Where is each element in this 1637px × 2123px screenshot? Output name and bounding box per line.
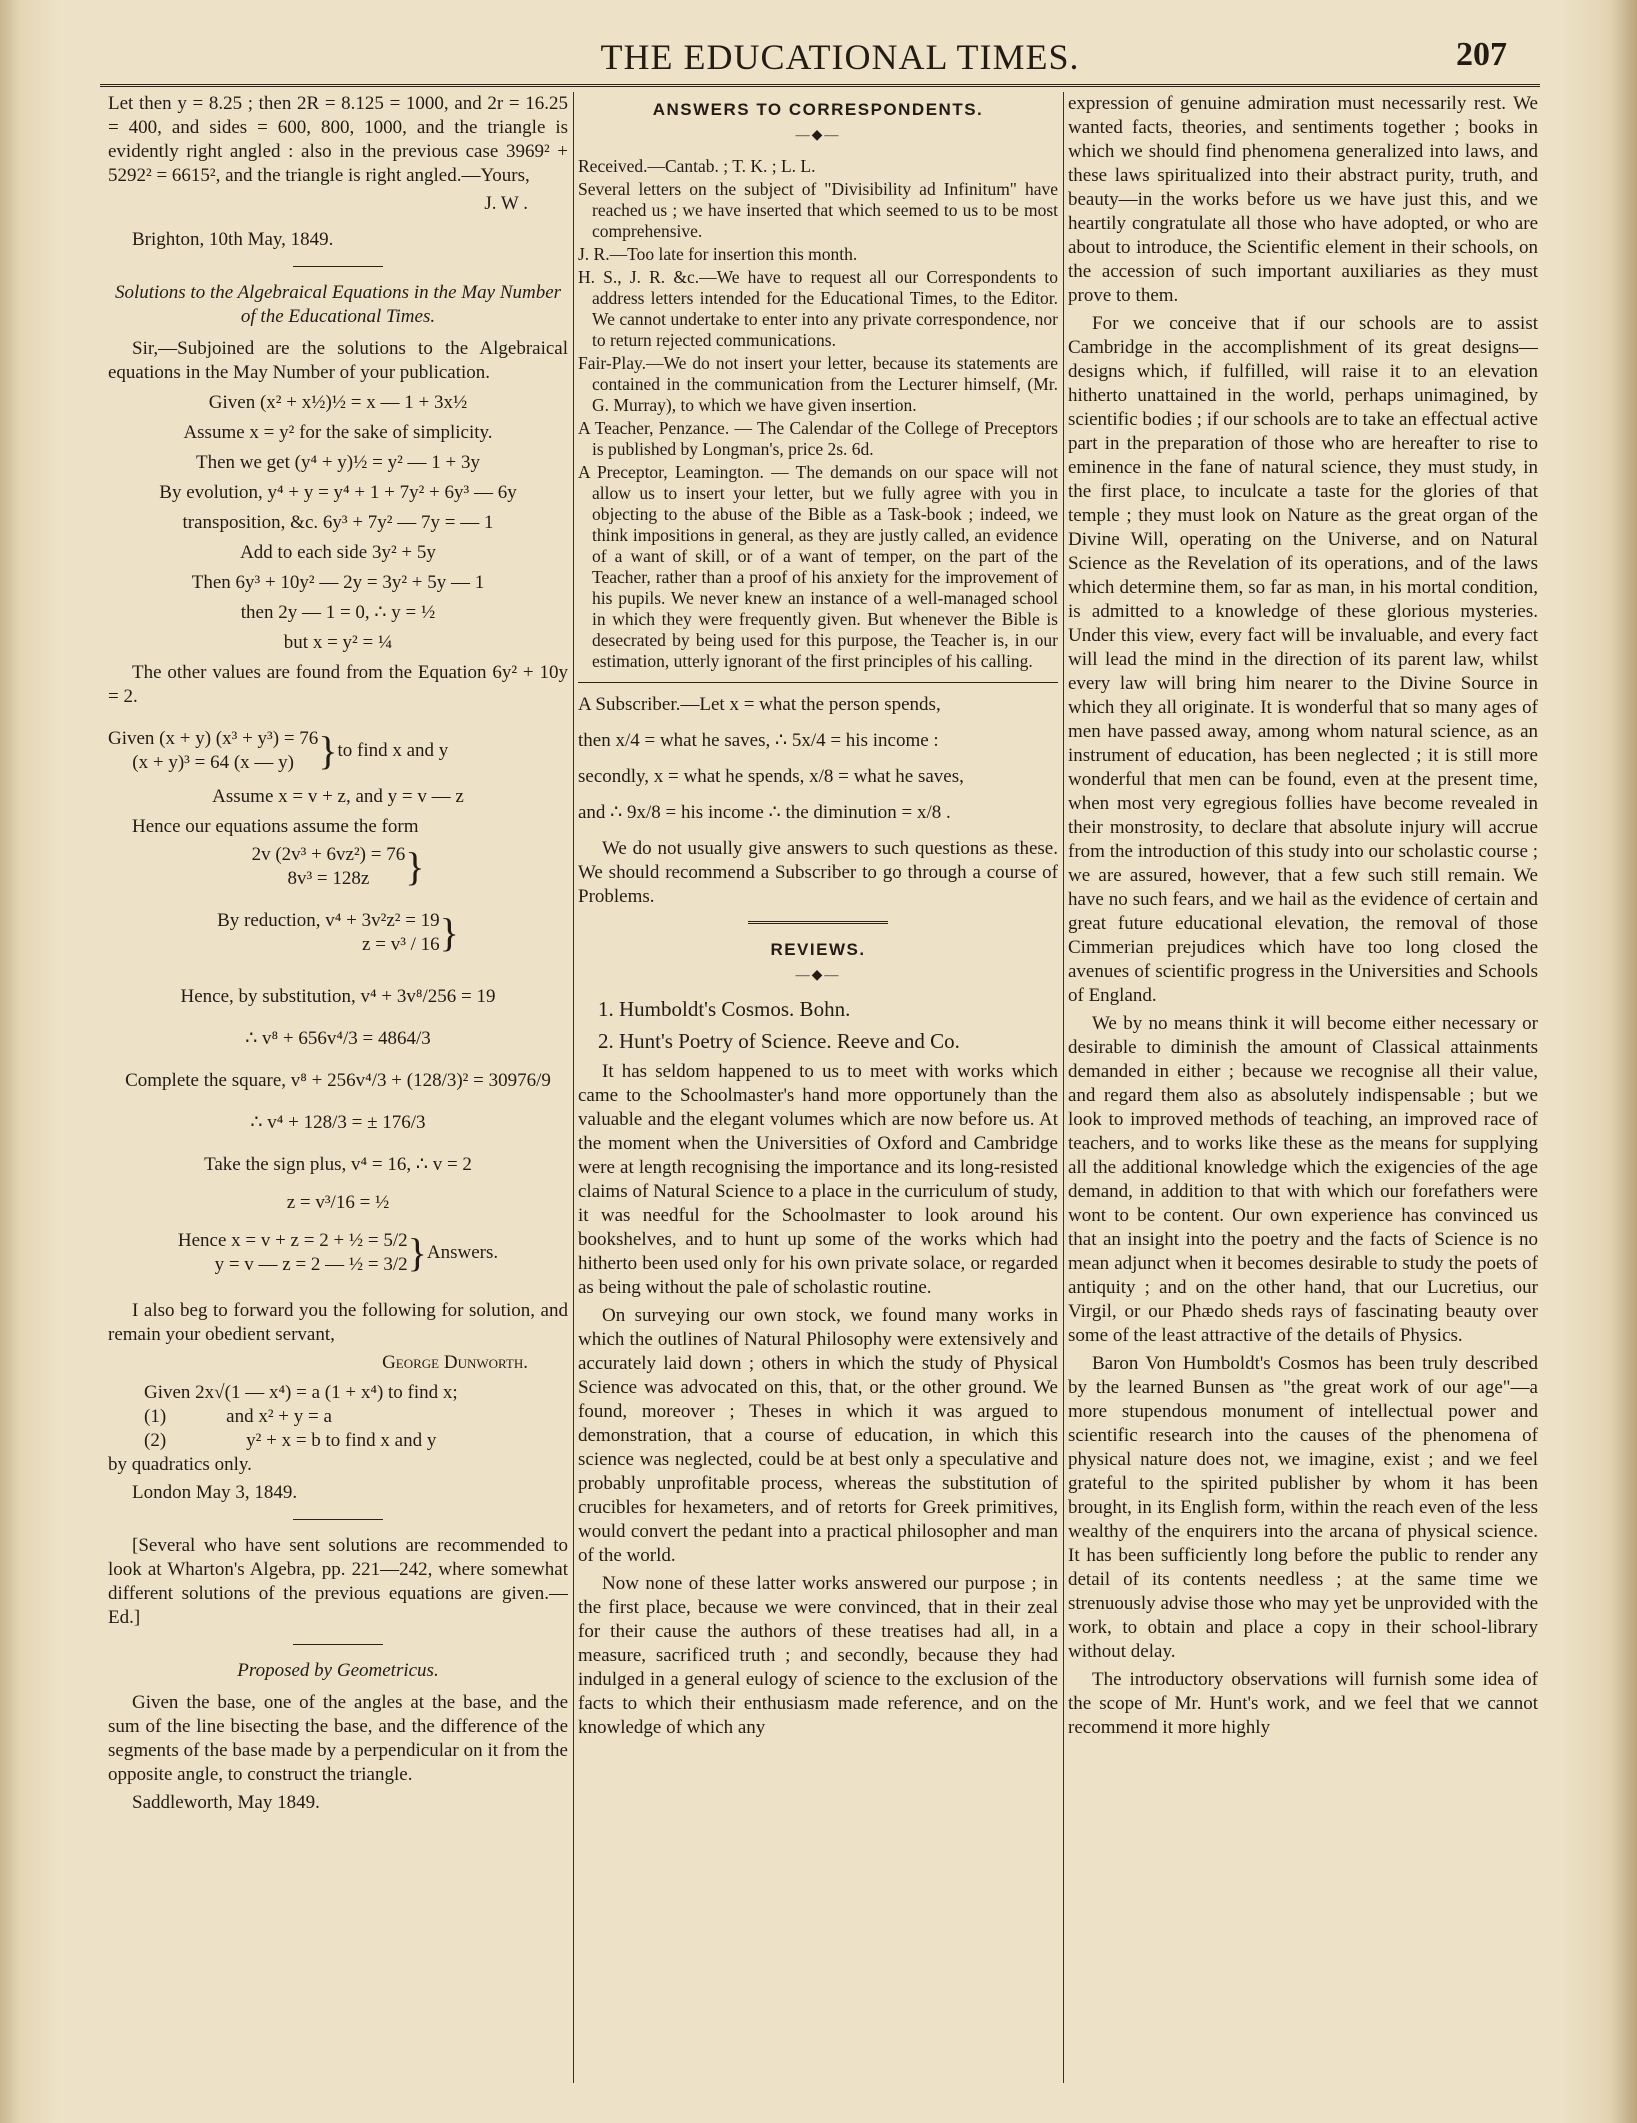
solutions-heading: Solutions to the Algebraical Equations in the May Number of the Educational Times. bbox=[114, 282, 562, 327]
answer-received: Received.—Cantab. ; T. K. ; L. L. bbox=[578, 156, 816, 176]
column-divider-2 bbox=[1063, 92, 1064, 2083]
answers-label: Answers. bbox=[426, 1242, 499, 1263]
given-3b: and x² + y = a bbox=[226, 1406, 332, 1427]
z-value: z = v³/16 = ½ bbox=[286, 1192, 390, 1213]
equation-1: Given (x² + x½)½ = x — 1 + 3x½ bbox=[208, 392, 468, 413]
editor-note: [Several who have sent solutions are recommended to look at Wharton's Algebra, pp. 221—242, where somewhat different solutions of the previous equations are given.—Ed.] bbox=[108, 1535, 568, 1628]
subscriber-line-5: We do not usually give answers to such questions as these. We should recommend a Subscriber to go through a course of Problems. bbox=[578, 838, 1058, 907]
answer-fairplay: Fair-Play.—We do not insert your letter, because its statements are contained in the communication from the Lecturer himself, (Mr. G. Murray), to which we have given insertion. bbox=[578, 353, 1058, 415]
other-values-paragraph: The other values are found from the Equation 6y² + 10y = 2. bbox=[108, 662, 568, 707]
section-rule bbox=[293, 266, 383, 267]
given-3c-number: (2) bbox=[144, 1430, 167, 1451]
review-paragraph-8: The introductory observations will furnish some idea of the scope of Mr. Hunt's work, and we feel that we cannot recommend it more highly bbox=[1068, 1669, 1538, 1738]
answer-teacher: A Teacher, Penzance. — The Calendar of the College of Preceptors is published by Longman's, price 2s. 6d. bbox=[578, 418, 1058, 459]
masthead-title: THE EDUCATIONAL TIMES. bbox=[600, 37, 1080, 77]
answer-jr: J. R.—Too late for insertion this month. bbox=[578, 244, 858, 264]
v8-equation: ∴ v⁸ + 656v⁴/3 = 4864/3 bbox=[245, 1028, 431, 1049]
given-3c: y² + x = b to find x and y bbox=[246, 1430, 437, 1451]
equation-3: Then we get (y⁴ + y)½ = y² — 1 + 3y bbox=[195, 452, 481, 473]
dateline-saddleworth: Saddleworth, May 1849. bbox=[132, 1792, 320, 1813]
equation-4: By evolution, y⁴ + y = y⁴ + 1 + 7y² + 6y³ — 6y bbox=[159, 482, 517, 503]
given-2a: Given (x + y) (x³ + y³) = 76 bbox=[108, 728, 319, 749]
form-2: 8v³ = 128z bbox=[287, 868, 370, 889]
answer-x: Hence x = v + z = 2 + ½ = 5/2 bbox=[177, 1230, 408, 1251]
answer-several: Several letters on the subject of "Divisibility ad Infinitum" have reached us ; we have inserted that which seemed to us to be most comprehensive. bbox=[578, 179, 1058, 241]
review-paragraph-3: Now none of these latter works answered our purpose ; in the first place, because we were convinced, that in their zeal for their cause the authors of these treatises had all, in a measure, sacrificed truth ; and secondly, because they had indulged in a general eulogy of science to the exclusion of the facts to which their enthusiasm made reference, and on the knowledge of which any bbox=[578, 1573, 1058, 1738]
brace-icon: } bbox=[439, 910, 459, 955]
double-rule bbox=[748, 921, 888, 924]
brace-icon: } bbox=[405, 844, 425, 889]
assume-2: Assume x = v + z, and y = v — z bbox=[212, 786, 464, 807]
column-right bbox=[1068, 92, 1538, 2083]
answer-y: y = v — z = 2 — ½ = 3/2 bbox=[214, 1254, 408, 1275]
substitution: Hence, by substitution, v⁴ + 3v⁸/256 = 19 bbox=[180, 986, 496, 1007]
system-given bbox=[108, 727, 568, 775]
signature-dunworth: George Dunworth. bbox=[382, 1352, 528, 1373]
dateline-london: London May 3, 1849. bbox=[132, 1482, 298, 1503]
given-2b: (x + y)³ = 64 (x — y) bbox=[132, 752, 294, 773]
page-number: 207 bbox=[1456, 36, 1507, 73]
review-paragraph-5: For we conceive that if our schools are to assist Cambridge in the accomplishment of its great designs—designs which, if fulfilled, will raise it to an elevation hitherto unattained in the world, perhaps unimagined, by scientific bodies ; if our schools are to take an effectual active part in the preparation of those who are hereafter to rise to eminence in the fane of natural science, they must study, in the first place, to inculcate a taste for the glories of that temple ; they must look on Nature as the great organ of the Divine Will, operating on the Universe, and on Natural Science as the Revelation of its operations, and of the laws which determine them, so far as man, in his mortal condition, is admitted to a knowledge of these glorious mysteries. Under this view, every fact will be invaluable, and every fact will lead the mind in the direction of its parent law, whilst every law will bring him nearer to the Divine Source in which they all originate. It is wonderful that so many ages of men have passed away, among whom natural science, as an instrument of education, has been neglected ; it is still more wonderful that men can be found, even at the present time, when most very egregious follies have become revealed in their monstrosity, to declare that absolute injury will accrue from the introduction of this study into our scholastic course ; we are assured, however, that a few such still remain. We have no such fears, and we hail as the evidence of certain and great future educational elevation, the removal of those Cimmerian prejudices which have too long closed the avenues of scientific progress in the Universities and Schools of England. bbox=[1068, 313, 1538, 1006]
section-rule bbox=[293, 1644, 383, 1645]
hence-form: Hence our equations assume the form bbox=[132, 816, 419, 837]
review-item-1: 1. Humboldt's Cosmos. Bohn. bbox=[598, 997, 851, 1021]
column-left bbox=[108, 92, 568, 2083]
given-3b-number: (1) bbox=[144, 1406, 167, 1427]
review-paragraph-2: On surveying our own stock, we found many works in which the outlines of Natural Philosophy were extensively and accurately laid down ; others in which the study of Physical Science was advocated on this, that, or the other ground. We found, moreover ; Theses in which it was argued to demonstration, that a course of education, in which this science was neglected, could be at best only a speculative and probably unprofitable process, whereas the substitution of crucibles for hexameters, and of retorts for Greek primitives, would convert the pedant into a practical philosopher and man of the world. bbox=[578, 1305, 1058, 1566]
equation-9: but x = y² = ¼ bbox=[283, 632, 393, 653]
also-beg-paragraph: I also beg to forward you the following for solution, and remain your obedient servant, bbox=[108, 1300, 568, 1345]
subscriber-line-3: secondly, x = what he spends, x/8 = what he saves, bbox=[578, 766, 964, 787]
form-system bbox=[108, 843, 568, 891]
reviews-heading: REVIEWS. bbox=[770, 940, 866, 959]
review-paragraph-6: We by no means think it will become either necessary or desirable to diminish the amount of Classical attainments demanded in either ; because we recognise all their value, and regard them also as absolutely indispensable ; but we look to improved methods of teaching, an improved race of teachers, and to works like these as the means for supplying all the additional knowledge which the exigencies of the age demand, in addition to that with which our forefathers were wont to be content. Our own experience has convinced us that an insight into the poetry and the facts of Science is no mean adjunct when it becomes desirable to study the poets of antiquity ; and on the other hand, that our Lucretius, our Virgil, or our Phædo sheds rays of fascinating beauty over some of the least attractive of the details of Physics. bbox=[1068, 1013, 1538, 1346]
given-3a: Given 2x√(1 — x⁴) = a (1 + x⁴) to find x; bbox=[144, 1382, 458, 1403]
signature-jw: J. W . bbox=[484, 193, 528, 214]
reduction-1: By reduction, v⁴ + 3v²z² = 19 bbox=[217, 910, 440, 931]
answer-hs: H. S., J. R. &c.—We have to request all our Correspondents to address letters intended for the Educational Times, to the Editor. We cannot undertake to enter into any private correspondence, nor to return rejected communications. bbox=[578, 267, 1058, 350]
given-3d: by quadratics only. bbox=[108, 1454, 252, 1475]
equation-6: Add to each side 3y² + 5y bbox=[240, 542, 436, 563]
review-paragraph-4: expression of genuine admiration must necessarily rest. We wanted facts, theories, and sentiments together ; books in which we should find phenomena generalized into laws, and these laws spiritualized into their abstract purity, truth, and beauty—in the works before us we have just this, and we heartily congratulate all those who have adopted, or who are about to introduce, the Scientific element in their schools, on the accession of such important auxiliaries as they must prove to them. bbox=[1068, 93, 1538, 306]
form-1: 2v (2v³ + 6vz²) = 76 bbox=[251, 844, 406, 865]
sir-paragraph: Sir,—Subjoined are the solutions to the Algebraical equations in the May Number of your publication. bbox=[108, 338, 568, 383]
column-divider-1 bbox=[573, 92, 574, 2083]
given-3c-row bbox=[108, 1429, 568, 1453]
answers-system bbox=[108, 1229, 568, 1277]
proposed-paragraph: Given the base, one of the angles at the base, and the sum of the line bisecting the base, and the difference of the segments of the base made by a perpendicular on it from the opposite angle, to construct the triangle. bbox=[108, 1692, 568, 1785]
given-3b-row bbox=[108, 1405, 568, 1429]
subscriber-line-1: A Subscriber.—Let x = what the person spends, bbox=[578, 694, 941, 715]
ornament-icon: —◆— bbox=[795, 128, 841, 143]
equation-7: Then 6y³ + 10y² — 2y = 3y² + 5y — 1 bbox=[191, 572, 485, 593]
review-item-2: 2. Hunt's Poetry of Science. Reeve and Co. bbox=[598, 1029, 960, 1053]
brace-icon: } bbox=[318, 728, 338, 773]
reduction-2: z = v³ / 16 bbox=[362, 934, 440, 955]
review-paragraph-7: Baron Von Humboldt's Cosmos has been truly described by the learned Bunsen as "the great work of our age"—a more stupendous monument of intellectual power and scientific research into the causes of the phenomena of physical nature does not, we imagine, exist ; and we feel grateful to the spirited publisher by whom it has been brought, in its English form, within the reach even of the less wealthy of the enquirers into the arcana of physical science. It has been sufficiently long before the public to render any detail of its contents needless ; at the same time we strenuously advise those who may yet be unprovided with the work, to obtain and place a copy in their school-library without delay. bbox=[1068, 1353, 1538, 1662]
equation-2: Assume x = y² for the sake of simplicity. bbox=[183, 422, 493, 443]
section-rule bbox=[578, 682, 1058, 683]
reduction-system bbox=[108, 909, 568, 957]
equation-5: transposition, &c. 6y³ + 7y² — 7y = — 1 bbox=[182, 512, 494, 533]
proposed-heading: Proposed by Geometricus. bbox=[237, 1660, 439, 1681]
column-middle bbox=[578, 92, 1058, 2083]
answer-preceptor: A Preceptor, Leamington. — The demands on our space will not allow us to insert your letter, but we fully agree with you in objecting to the abuse of the Bible as a Task-book ; indeed, we think impositions in general, as they are justly called, an evidence of a want of skill, or of a want of temper, on the part of the Teacher, rather than a proof of his anxiety for the improvement of his pupils. We never knew an instance of a well-managed school in which they were frequently given. But whenever the Bible is desecrated by being used for this purpose, the Teacher is, in our estimation, utterly ignorant of the first principles of his calling. bbox=[578, 462, 1058, 671]
dateline-brighton: Brighton, 10th May, 1849. bbox=[132, 229, 334, 250]
answers-heading: ANSWERS TO CORRESPONDENTS. bbox=[652, 100, 984, 119]
ornament-icon: —◆— bbox=[795, 968, 841, 983]
v4-equation: ∴ v⁴ + 128/3 = ± 176/3 bbox=[250, 1112, 426, 1133]
sign-plus: Take the sign plus, v⁴ = 16, ∴ v = 2 bbox=[204, 1154, 472, 1175]
equation-8: then 2y — 1 = 0, ∴ y = ½ bbox=[240, 602, 436, 623]
subscriber-line-2: then x/4 = what he saves, ∴ 5x/4 = his income : bbox=[578, 730, 939, 751]
subscriber-line-4: and ∴ 9x/8 = his income ∴ the diminution = x/8 . bbox=[578, 802, 951, 823]
header-rule bbox=[100, 84, 1540, 87]
complete-square: Complete the square, v⁸ + 256v⁴/3 + (128/3)² = 30976/9 bbox=[125, 1070, 551, 1091]
given-2c: to find x and y bbox=[337, 740, 449, 761]
brace-icon: } bbox=[407, 1230, 427, 1275]
intro-paragraph: Let then y = 8.25 ; then 2R = 8.125 = 1000, and 2r = 16.25 = 400, and sides = 600, 800, 1000, and the triangle is evidently right angled : also in the previous case 3969² + 5292² = 6615², and the triangle is right angled.—Yours, bbox=[108, 93, 568, 186]
section-rule bbox=[293, 1519, 383, 1520]
review-paragraph-1: It has seldom happened to us to meet with works which came to the Schoolmaster's hand more opportunely than the valuable and the elegant volumes which are now before us. At the moment when the Universities of Oxford and Cambridge were at length recognising the importance and its long-resisted claims of Natural Science to a place in the curriculum of study, it was needful for the Schoolmaster to look around his bookshelves, and to hunt up some of the works which had hitherto been used only for his own private solace, or regarded as being without the pale of scholastic routine. bbox=[578, 1061, 1058, 1298]
